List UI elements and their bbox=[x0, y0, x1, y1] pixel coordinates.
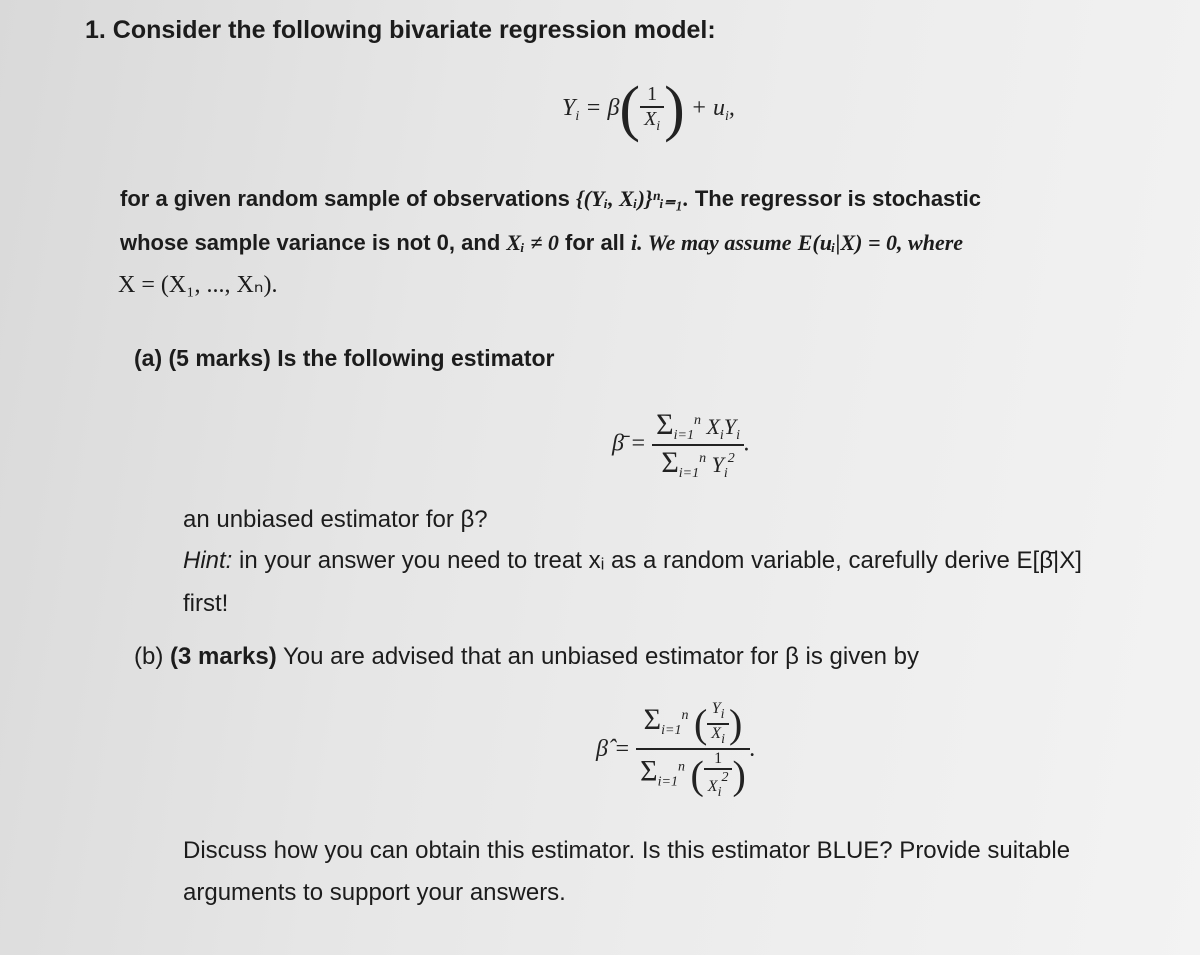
estimator-beta-bar: β̄ = $\frac{\Sigma_{i=1}^n X_iY_i}{\Sigma_{i=1}^n Y_i^2}$ . bbox=[612, 408, 750, 481]
estimator-beta-hat: β̂ = $\Sigma_{i=1}^n$ ( $\frac{Yi}{Xi}$ ) $\Sigma_{i=1}^n$ ( $\frac{1}{Xi2}$ ) . bbox=[596, 700, 756, 800]
part-a-hint: Hint: in your answer you need to treat xᵢ as a random variable, carefully derive E[β̄|X] bbox=[183, 547, 1082, 574]
part-a-line-1: an unbiased estimator for β? bbox=[183, 506, 488, 533]
description-line-3: X = (X₁, ..., Xₙ). bbox=[118, 272, 278, 298]
part-a-heading: (a) (5 marks) Is the following estimator bbox=[134, 345, 555, 371]
part-a-hint-end: first! bbox=[183, 590, 229, 617]
part-b-heading: (b) (3 marks) You are advised that an unbiased estimator for β is given by bbox=[134, 643, 919, 670]
description-line-1: for a given random sample of observations {(Yᵢ, Xᵢ)}ⁿᵢ₌₁. The regressor is stochastic bbox=[120, 186, 981, 211]
part-b-line-1: Discuss how you can obtain this estimator. Is this estimator BLUE? Provide suitable bbox=[183, 837, 1071, 864]
question-title: 1. Consider the following bivariate regression model: bbox=[85, 16, 716, 44]
model-equation: $Y_i = \beta$( $\frac{1}{X_i}$ ) + $u_i$, bbox=[562, 75, 735, 143]
part-b-line-2: arguments to support your answers. bbox=[183, 879, 566, 906]
description-line-2: whose sample variance is not 0, and Xᵢ ≠ 0 for all i. We may assume E(uᵢ|X) = 0, where bbox=[120, 230, 964, 255]
